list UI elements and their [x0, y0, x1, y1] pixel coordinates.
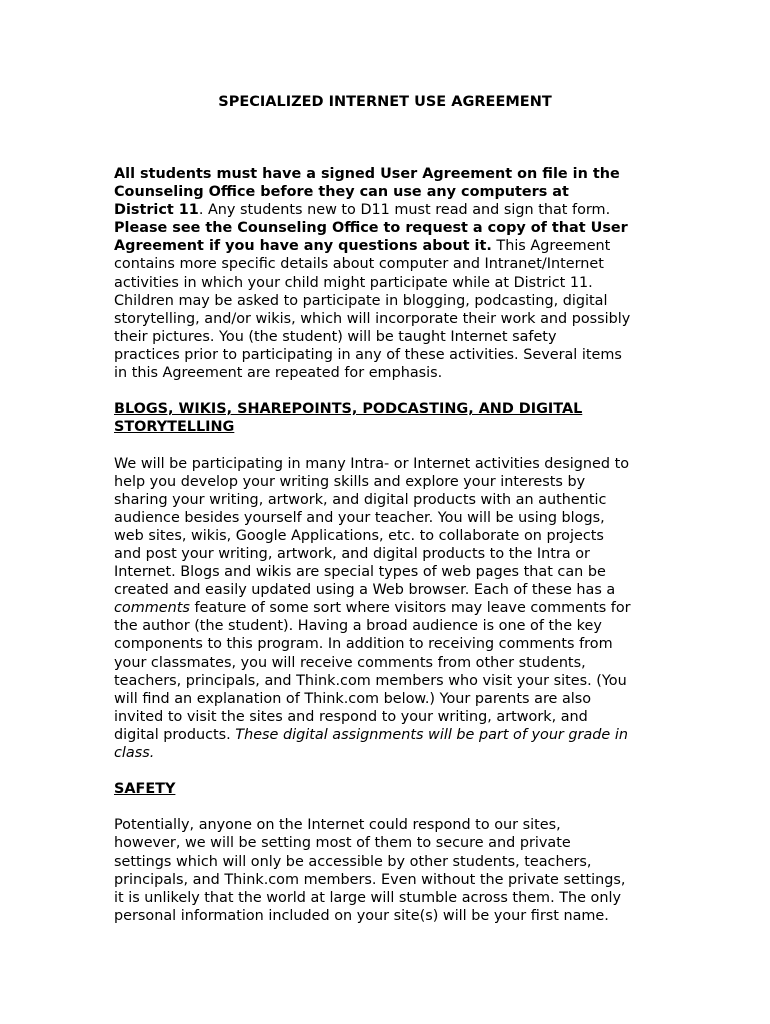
italic-text: comments — [114, 600, 190, 617]
body-line: class. — [114, 745, 155, 761]
body-line: your classmates, you will receive comments from other students, — [114, 654, 586, 671]
intro-line: in this Agreement are repeated for emphasis. — [114, 365, 443, 382]
body-line: principals, and Think.com members. Even without the private settings, — [114, 871, 626, 888]
body-line: will find an explanation of Think.com below.) Your parents are also — [114, 690, 592, 707]
intro-line: Children may be asked to participate in blogging, podcasting, digital — [114, 292, 608, 309]
section-heading-blogs: STORYTELLING — [114, 419, 235, 436]
body-line — [114, 726, 674, 744]
intro-line — [114, 201, 674, 219]
intro-text: . Any students new to D11 must read and sign that form. — [198, 202, 611, 219]
document-title: SPECIALIZED INTERNET USE AGREEMENT — [218, 94, 552, 110]
body-text: feature of some sort where visitors may leave comments for — [189, 600, 631, 617]
intro-text: This Agreement — [491, 238, 611, 255]
section-heading-safety: SAFETY — [114, 781, 176, 798]
body-line: Internet. Blogs and wikis are special types of web pages that can be — [114, 564, 606, 581]
paragraph-gap — [114, 762, 674, 780]
body-line: invited to visit the sites and respond to your writing, artwork, and — [114, 708, 588, 725]
body-line: it is unlikely that the world at large will stumble across them. The only — [114, 889, 621, 906]
section-heading-blogs: BLOGS, WIKIS, SHAREPOINTS, PODCASTING, AND DIGITAL — [114, 401, 583, 418]
body-line: sharing your writing, artwork, and digital products with an authentic — [114, 491, 607, 508]
paragraph-gap — [114, 436, 674, 454]
intro-line: Counseling Office before they can use any computers at — [114, 184, 569, 201]
intro-line: All students must have a signed User Agreement on file in the — [114, 166, 620, 182]
document-body — [114, 165, 674, 925]
intro-bold-text: District 11 — [114, 202, 199, 219]
intro-line: contains more specific details about computer and Intranet/Internet — [114, 256, 604, 273]
intro-line: practices prior to participating in any of these activities. Several items — [114, 346, 622, 363]
paragraph-gap — [114, 382, 674, 400]
intro-line: activities in which your child might participate while at District 11. — [114, 274, 593, 291]
intro-line: Please see the Counseling Office to request a copy of that User — [114, 220, 628, 237]
body-line — [114, 599, 674, 617]
body-line: components to this program. In addition to receiving comments from — [114, 636, 613, 653]
body-text: digital products. — [114, 726, 236, 743]
italic-text: These digital assignments will be part of your grade in — [235, 726, 628, 743]
body-line: teachers, principals, and Think.com members who visit your sites. (You — [114, 672, 627, 689]
body-line: created and easily updated using a Web browser. Each of these has a — [114, 582, 616, 599]
body-line: web sites, wikis, Google Applications, etc. to collaborate on projects — [114, 527, 604, 544]
body-line: help you develop your writing skills and explore your interests by — [114, 473, 586, 490]
body-line: We will be participating in many Intra- or Internet activities designed to — [114, 455, 630, 472]
intro-line: their pictures. You (the student) will be taught Internet safety — [114, 328, 557, 345]
paragraph-gap — [114, 798, 674, 816]
body-line: settings which will only be accessible by other students, teachers, — [114, 853, 592, 870]
body-line: personal information included on your site(s) will be your first name. — [114, 907, 609, 924]
body-line: however, we will be setting most of them to secure and private — [114, 835, 571, 852]
body-line: and post your writing, artwork, and digital products to the Intra or — [114, 545, 590, 562]
body-line: audience besides yourself and your teacher. You will be using blogs, — [114, 509, 605, 526]
intro-line: storytelling, and/or wikis, which will incorporate their work and possibly — [114, 310, 631, 327]
body-line: Potentially, anyone on the Internet could respond to our sites, — [114, 817, 561, 834]
intro-line — [114, 237, 674, 255]
intro-bold-text: Agreement if you have any questions about it. — [114, 238, 492, 255]
body-line: the author (the student). Having a broad audience is one of the key — [114, 618, 602, 635]
